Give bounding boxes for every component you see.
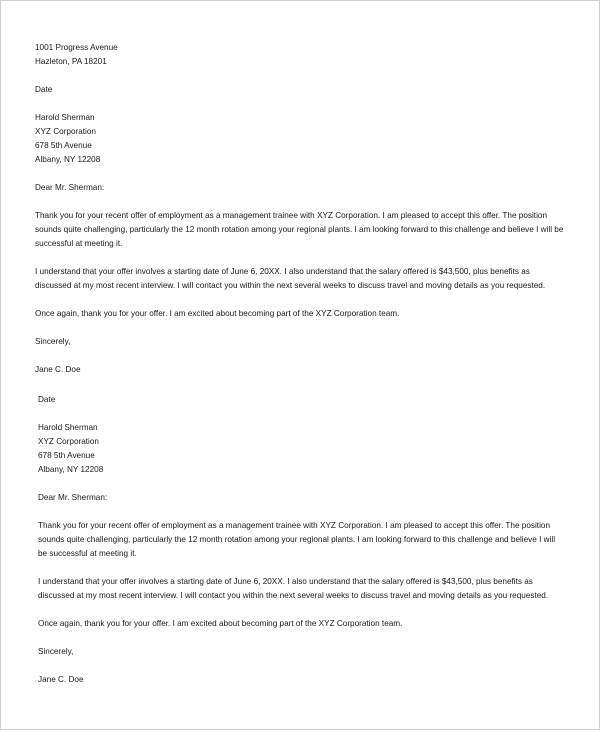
date-line-1: Date (35, 85, 53, 94)
letter-block-1 (35, 41, 565, 377)
spacer (35, 349, 565, 363)
spacer (38, 659, 565, 673)
spacer (35, 251, 565, 265)
body-paragraph: Thank you for your recent offer of employment as a management trainee with XYZ Corporation. I am pleased to accept this offer. The position sounds quite challenging, particularly the 12 month rotation among your regional plants. I am looking forward to this challenge and believe I will be successful at meeting it. (35, 211, 564, 248)
recipient-address-line: Albany, NY 12208 (35, 155, 101, 164)
letter-block-2 (35, 393, 565, 687)
spacer (35, 97, 565, 111)
sender-address-line: 1001 Progress Avenue (35, 43, 118, 52)
body-paragraph: Thank you for your recent offer of employment as a management trainee with XYZ Corporation. I am pleased to accept this offer. The position sounds quite challenging, particularly the 12 month rotation among your regional plants. I am looking forward to this challenge and believe I will be successful at meeting it. (38, 521, 556, 558)
recipient-address-line: XYZ Corporation (38, 437, 99, 446)
signature-1: Jane C. Doe (35, 365, 81, 374)
spacer (38, 603, 565, 617)
recipient-address-line: Harold Sherman (35, 113, 95, 122)
signature-2: Jane C. Doe (38, 675, 84, 684)
recipient-address-line: 678 5th Avenue (38, 451, 95, 460)
recipient-address-line: XYZ Corporation (35, 127, 96, 136)
body-paragraph: Once again, thank you for your offer. I am excited about becoming part of the XYZ Corporation team. (35, 309, 400, 318)
recipient-address-line: Albany, NY 12208 (38, 465, 104, 474)
salutation-2: Dear Mr. Sherman: (38, 493, 108, 502)
spacer (38, 631, 565, 645)
closing-1: Sincerely, (35, 337, 71, 346)
date-line-2: Date (38, 395, 56, 404)
spacer (38, 561, 565, 575)
spacer (35, 69, 565, 83)
recipient-address-line: 678 5th Avenue (35, 141, 92, 150)
recipient-address-line: Harold Sherman (38, 423, 98, 432)
sender-address-line: Hazleton, PA 18201 (35, 57, 107, 66)
body-paragraph: Once again, thank you for your offer. I am excited about becoming part of the XYZ Corporation team. (38, 619, 403, 628)
sender-address-1 (35, 41, 565, 69)
salutation-1: Dear Mr. Sherman: (35, 183, 105, 192)
spacer (35, 293, 565, 307)
spacer (35, 321, 565, 335)
recipient-address-1 (35, 111, 565, 167)
spacer (38, 505, 565, 519)
spacer (38, 407, 565, 421)
recipient-address-2 (38, 421, 565, 477)
body-paragraph: I understand that your offer involves a starting date of June 6, 20XX. I also understand that the salary offered is $43,500, plus benefits as discussed at my most recent interview. I will contact you within the next several weeks to discuss travel and moving details as you requested. (38, 577, 549, 600)
spacer (38, 477, 565, 491)
closing-2: Sincerely, (38, 647, 74, 656)
document-body (35, 41, 565, 687)
spacer (35, 195, 565, 209)
spacer (35, 167, 565, 181)
body-paragraph: I understand that your offer involves a starting date of June 6, 20XX. I also understand that the salary offered is $43,500, plus benefits as discussed at my most recent interview. I will contact you within the next several weeks to discuss travel and moving details as you requested. (35, 267, 546, 290)
